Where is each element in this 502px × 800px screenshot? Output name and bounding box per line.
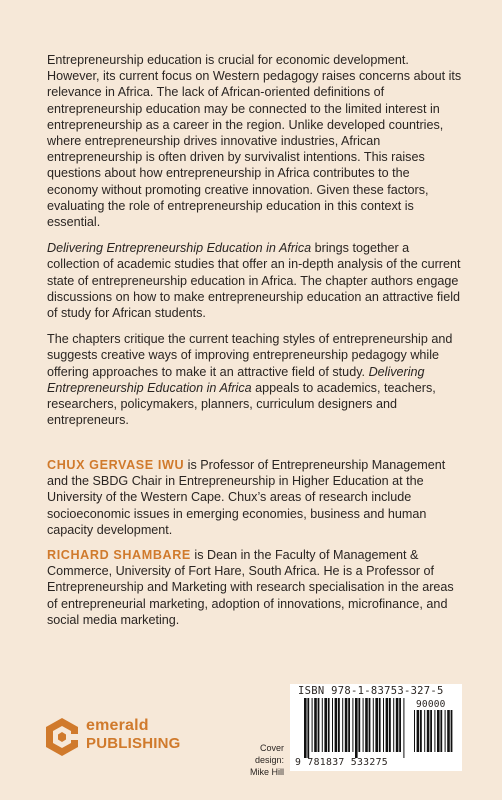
barcode-bar — [318, 698, 320, 752]
blurb-paragraph-3-text: appeals to academics, teachers, researchers, policymakers, planners, curriculum designers and entrepreneurs. — [47, 380, 436, 428]
price-addon-digits: 90000 — [416, 699, 446, 710]
barcode-bar — [369, 698, 371, 752]
author-bio-text: is Dean in the Faculty of Management & Commerce, University of Fort Hare, South Africa. He is a Professor of Entrepreneurship and Marketing with research specialisation in the areas of entrepreneurial marketing, adoption of innovations, microfinance, and social media marketing. — [47, 548, 454, 627]
emerald-logo-icon — [44, 717, 80, 757]
barcode-bar — [304, 698, 307, 758]
author-bio-text: is Professor of Entrepreneurship Management and the SBDG Chair in Entrepreneurship in Higher Education at the University of the Western Cape. Chux’s areas of research include socioeconomic issues in emerging economies, business and human capacity development. — [47, 458, 446, 537]
publisher-name: emerald — [86, 717, 149, 734]
publisher-logo — [44, 717, 204, 757]
cover-design-credit — [232, 742, 284, 778]
barcode-bar — [427, 710, 430, 752]
blurb-paragraph-3 — [47, 331, 462, 428]
blurb-text — [47, 52, 462, 438]
barcode-bar — [365, 698, 368, 752]
book-title-italic: Delivering Entrepreneurship Education in Africa — [47, 241, 312, 256]
cover-design-label: Cover design: — [254, 743, 284, 765]
barcode-bar — [434, 710, 435, 752]
barcode-bar — [430, 710, 432, 752]
publisher-subname: PUBLISHING — [86, 735, 181, 752]
barcode-bar — [396, 698, 399, 752]
blurb-paragraph-2 — [47, 240, 462, 321]
barcode-bar — [445, 710, 446, 752]
barcode-bar — [393, 698, 394, 752]
barcode-bar — [424, 710, 425, 752]
barcode-bar — [312, 698, 313, 752]
barcode-bar — [447, 710, 450, 752]
isbn-label: ISBN 978-1-83753-327-5 — [298, 685, 444, 697]
barcode-bar — [375, 698, 378, 752]
barcode-bar — [437, 710, 440, 752]
barcode-box — [290, 684, 462, 771]
blurb-paragraph-3-start: The chapters critique the current teaching styles of entrepreneurship and suggests creative ways of improving entrepreneurship pedagogy while offering approaches to make it an attractive field of study. — [47, 332, 453, 379]
cover-designer-name: Mike Hill — [249, 767, 284, 777]
barcode-bar — [440, 710, 442, 752]
barcode-bar — [348, 698, 350, 752]
barcode-bar — [335, 698, 338, 752]
barcode-bar — [307, 698, 309, 758]
barcode-bar — [386, 698, 389, 752]
barcode-digits: 9 781837 533275 — [295, 757, 388, 768]
barcode-bar — [338, 698, 340, 752]
barcode-bar — [403, 698, 404, 758]
barcode-bar — [358, 698, 360, 752]
barcode-bar — [417, 710, 420, 752]
ean-barcode — [304, 698, 406, 758]
barcode-bar — [383, 698, 384, 752]
barcode-bar — [324, 698, 327, 752]
blurb-paragraph-2-text: brings together a collection of academic studies that offer an in-depth analysis of the current state of entrepreneurship education in Africa. The chapter authors engage discussions on how to make entrepreneurship education an attractive field of study for African students. — [47, 241, 461, 321]
author-name: RICHARD SHAMBARE — [47, 548, 191, 563]
author-name: CHUX GERVASE IWU — [47, 458, 185, 472]
barcode-bar — [322, 698, 323, 752]
author-bios — [47, 457, 462, 637]
barcode-bar — [314, 698, 317, 752]
barcode-bar — [352, 698, 353, 752]
blurb-paragraph-1: Entrepreneurship education is crucial for economic development. However, its current focus on Western pedagogy raises concerns about its relevance in Africa. The lack of African-oriented definitions of entrepreneurship education may be connected to the limited interest in entrepreneurship as a career in the region. Unlike developed countries, where entrepreneurship drives innovative industries, African entrepreneurship is often driven by survivalist intentions. This raises questions about how entrepreneurship in Africa contributes to the economy without promoting creative innovation. Given these factors, evaluating the role of entrepreneurship education in this context is essential. — [47, 53, 462, 230]
addon-barcode — [414, 710, 454, 758]
book-title-italic: Delivering Entrepreneurship Education in Africa — [47, 364, 425, 395]
barcode-bar — [373, 698, 374, 752]
barcode-bar — [414, 710, 415, 752]
barcode-bar — [420, 710, 422, 752]
barcode-bar — [328, 698, 330, 752]
barcode-bar — [379, 698, 381, 752]
barcode-bar — [399, 698, 401, 752]
barcode-bar — [355, 698, 358, 758]
barcode-bar — [332, 698, 333, 752]
author-bio — [47, 457, 462, 538]
barcode-bar — [389, 698, 391, 752]
barcode-bar — [342, 698, 343, 752]
barcode-bar — [451, 710, 453, 752]
barcode-bar — [345, 698, 348, 752]
barcode-bar — [363, 698, 364, 752]
author-bio — [47, 547, 462, 628]
